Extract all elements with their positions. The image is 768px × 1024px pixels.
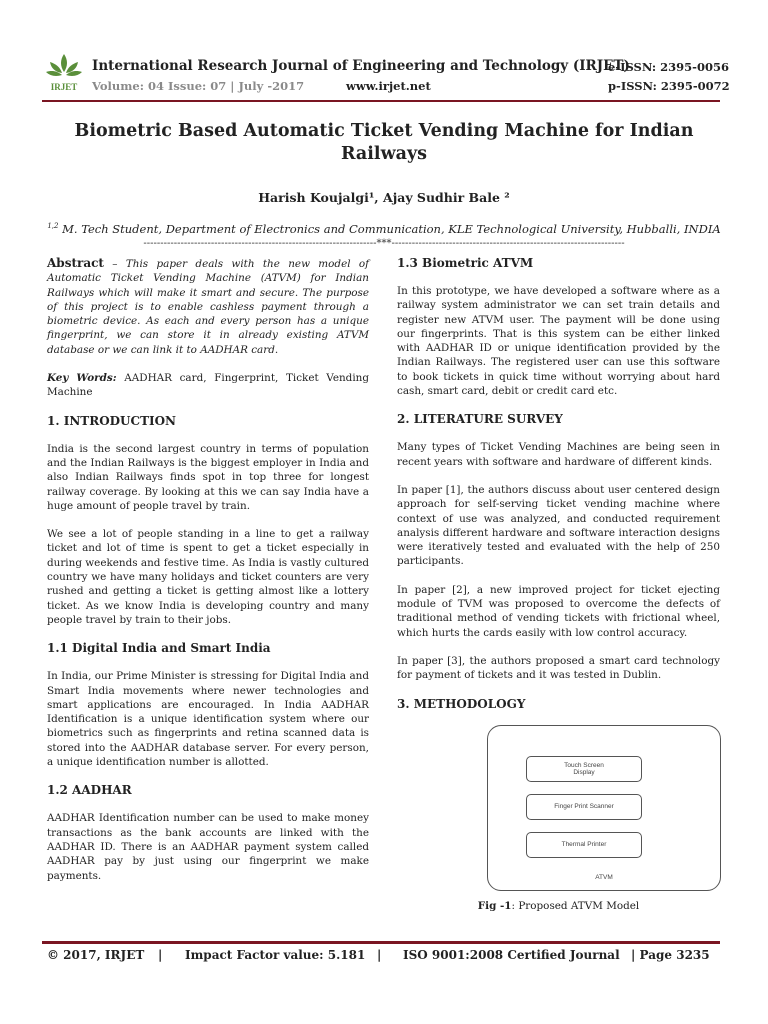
- footer-copyright: © 2017, IRJET: [47, 948, 145, 962]
- biometric-atvm-paragraph: In this prototype, we have developed a software where as a railway system administrator we can set train details and register new ATVM user. The payment will be done using our fingerprints. That is this system can be either linked with AADHAR ID or unique identification provided by the Indian Railways. The registered user can use this software to book tickets in quick time without worrying about hard cash, smart card, debit or credit card etc.: [397, 285, 720, 398]
- left-column: [47, 256, 369, 897]
- volume-issue: Volume: 04 Issue: 07 | July -2017: [92, 79, 305, 93]
- footer-separator-2: |: [377, 948, 382, 962]
- biometric-atvm-heading: 1.3 Biometric ATVM: [397, 256, 534, 270]
- introduction-heading: 1. INTRODUCTION: [47, 413, 177, 428]
- journal-name: International Research Journal of Engineering and Technology (IRJET): [92, 58, 630, 74]
- figure-caption: [397, 899, 720, 913]
- irjet-logo: [44, 52, 84, 96]
- aadhar-heading: 1.2 AADHAR: [47, 783, 132, 798]
- atvm-label: ATVM: [595, 874, 613, 882]
- aadhar-paragraph: AADHAR Identification number can be used to make money transactions as the bank accounts are linked with the AADHAR ID. There is an AADHAR payment system called AADHAR pay by just using our fingerprint we make payments.: [47, 812, 369, 882]
- paper-title: Biometric Based Automatic Ticket Vending Machine for Indian Railways: [74, 121, 694, 164]
- keywords-label: Key Words:: [47, 372, 117, 385]
- introduction-paragraph-1: India is the second largest country in terms of population and the Indian Railways is the biggest employer in India and also Indian Railways finds spot in top three for longest railway coverage. By looking at this we can say India have a huge amount of people travel by train.: [47, 442, 369, 512]
- literature-survey-heading: 2. LITERATURE SURVEY: [397, 412, 563, 427]
- right-column: [397, 256, 720, 913]
- atvm-block-diagram: [487, 725, 721, 891]
- thermal-printer-block: Thermal Printer: [526, 832, 642, 858]
- affiliation-marks: 1,2: [47, 222, 59, 231]
- digital-india-heading: 1.1 Digital India and Smart India: [47, 641, 271, 656]
- keywords: [47, 371, 369, 400]
- fingerprint-scanner-block: Finger Print Scanner: [526, 794, 642, 820]
- literature-paragraph-1: Many types of Ticket Vending Machines are being seen in recent years with software and hardware of different kinds.: [397, 441, 720, 468]
- literature-paragraph-3: In paper [2], a new improved project for ticket ejecting module of TVM was proposed to overcome the defects of traditional method of vending tickets with frictional wheel, which hurts the cards easily with low control accuracy.: [397, 583, 720, 639]
- affiliation-text: M. Tech Student, Department of Electronics and Communication, KLE Technological University, Hubballi, INDIA: [58, 222, 721, 236]
- footer-iso: ISO 9001:2008 Certified Journal: [403, 948, 620, 962]
- introduction-paragraph-2: We see a lot of people standing in a line to get a railway ticket and lot of time is spent to get a ticket especially in during weekends and festive time. As India is vastly cultured country we have many holidays and ticket counters are very rushed and getting a ticket is getting almost like a lottery ticket. As we know India is developing country and many people travel by train to their jobs.: [47, 528, 369, 626]
- header-rule: [42, 100, 720, 102]
- literature-paragraph-4: In paper [3], the authors proposed a smart card technology for payment of tickets and it was tested in Dublin.: [397, 654, 720, 682]
- footer-separator-1: |: [158, 948, 163, 962]
- digital-india-paragraph: In India, our Prime Minister is stressing for Digital India and Smart India movements where newer technologies and smart applications are encouraged. In India AADHAR Identification is a unique identification system where our biometrics such as fingerprints and retina scanned data is stored into the AADHAR database server. For every person, a unique identification number is allotted.: [47, 670, 369, 769]
- e-issn: e-ISSN: 2395-0056: [608, 60, 729, 74]
- footer-page-number: | Page 3235: [631, 948, 710, 962]
- p-issn: p-ISSN: 2395-0072: [608, 79, 730, 93]
- abstract: [47, 256, 369, 357]
- touch-screen-block: Touch Screen Display: [526, 756, 642, 782]
- section-separator: ---------------------------------------------------------------------***---------------------------------------------------------------------: [143, 238, 625, 249]
- footer-rule: [42, 941, 720, 944]
- literature-paragraph-2: In paper [1], the authors discuss about user centered design approach for self-serving ticket vending machine where context of use was analyzed, and conducted requirement analysis different hardware and software interaction designs were iteratively tested and evaluated with the help of 250 participants.: [397, 483, 720, 568]
- figure-caption-text: : Proposed ATVM Model: [511, 899, 640, 912]
- footer-impact-factor: Impact Factor value: 5.181: [185, 948, 366, 962]
- keywords-text: AADHAR card, Fingerprint, Ticket Vending Machine: [47, 372, 369, 399]
- figure-caption-label: Fig -1: [477, 899, 512, 912]
- affiliation: [0, 222, 768, 236]
- svg-text:IRJET: IRJET: [50, 82, 78, 92]
- authors: Harish Koujalgi¹, Ajay Sudhir Bale ²: [258, 190, 510, 205]
- abstract-label: Abstract: [47, 256, 104, 270]
- abstract-text: – This paper deals with the new model of Automatic Ticket Vending Machine (ATVM) for Indian Railways which will make it smart and secure. The purpose of this project is to enable cashless payment through a biometric device. As each and every person has a unique fingerprint, we can store it in already existing ATVM database or we can link it to AADHAR card.: [47, 258, 369, 356]
- methodology-heading: 3. METHODOLOGY: [397, 696, 526, 711]
- journal-website[interactable]: www.irjet.net: [346, 79, 431, 93]
